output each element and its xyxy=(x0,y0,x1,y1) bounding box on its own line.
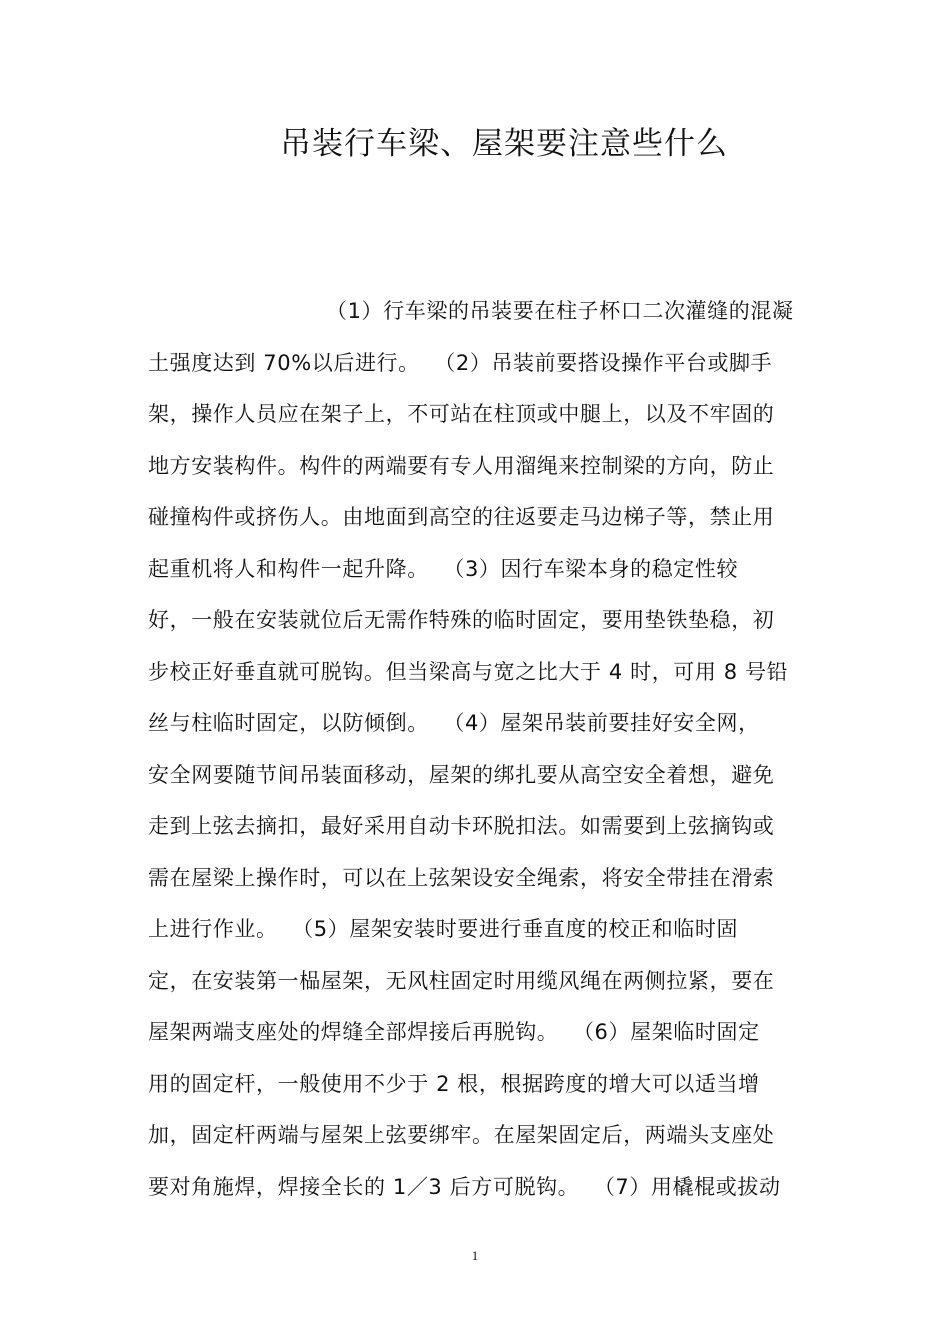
text-line: 安全网要随节间吊装面移动，屋架的绑扎要从高空安全着想，避免 xyxy=(148,762,775,787)
text-line: 走到上弦去摘扣，最好采用自动卡环脱扣法。如需要到上弦摘钩或 xyxy=(148,814,775,838)
text-line: 上进行作业。 （5）屋架安装时要进行垂直度的校正和临时固 xyxy=(148,917,739,941)
text-line: 土强度达到 70%以后进行。 （2）吊装前要搭设操作平台或脚手 xyxy=(148,350,773,375)
text-line: 需在屋梁上操作时，可以在上弦架设安全绳索，将安全带挂在滑索 xyxy=(148,865,775,890)
text-line: 丝与柱临时固定，以防倾倒。 （4）屋架吊装前要挂好安全网， xyxy=(148,711,760,735)
text-line: 用的固定杆，一般使用不少于 2 根，根据跨度的增大可以适当增 xyxy=(148,1071,760,1096)
text-line: 步校正好垂直就可脱钩。但当梁高与宽之比大于 4 时，可用 8 号铅 xyxy=(148,659,789,684)
text-line: 起重机将人和构件一起升降。 （3）因行车梁本身的稳定性较 xyxy=(148,556,739,581)
text-line: 定，在安装第一榀屋架，无风柱固定时用缆风绳在两侧拉紧，要在 xyxy=(148,968,775,993)
page-title: 吊装行车梁、屋架要注意些什么 xyxy=(280,126,728,162)
text-line: 架，操作人员应在架子上，不可站在柱顶或中腿上，以及不牢固的 xyxy=(148,402,775,426)
body-text xyxy=(148,291,808,1218)
text-line: 要对角施焊，焊接全长的 1／3 后方可脱钩。 （7）用橇棍或拔动 xyxy=(148,1174,781,1199)
text-line: 好，一般在安装就位后无需作特殊的临时固定，要用垫铁垫稳，初 xyxy=(148,608,775,632)
text-line: 碰撞构件或挤伤人。由地面到高空的往返要走马边梯子等，禁止用 xyxy=(148,505,775,529)
page-number: 1 xyxy=(471,1248,479,1263)
text-line: 屋架两端支座处的焊缝全部焊接后再脱钩。 （6）屋架临时固定 xyxy=(148,1020,760,1044)
text-line: 加，固定杆两端与屋架上弦要绑牢。在屋架固定后，两端头支座处 xyxy=(148,1123,775,1147)
text-line: 地方安装构件。构件的两端要有专人用溜绳来控制梁的方向，防止 xyxy=(148,453,775,478)
text-line: （1）行车梁的吊装要在柱子杯口二次灌缝的混凝 xyxy=(326,299,794,323)
